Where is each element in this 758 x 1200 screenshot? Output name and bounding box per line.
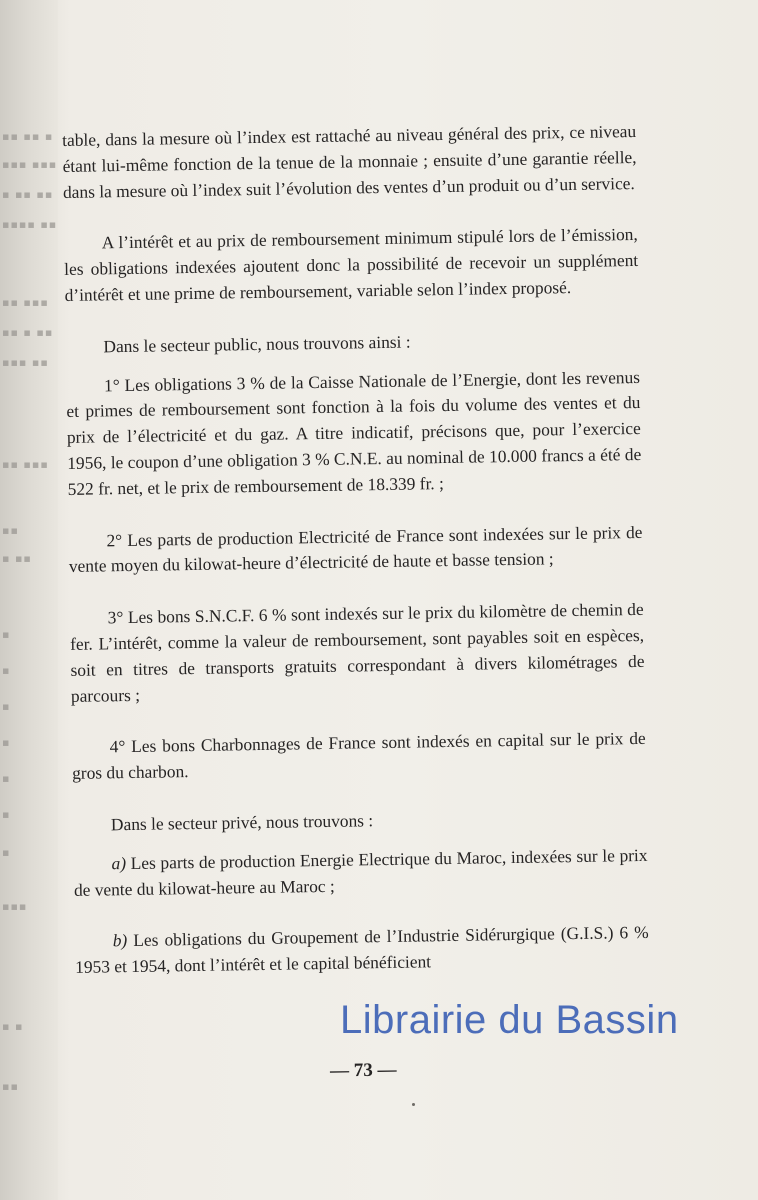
paragraph: 2° Les parts de production Electricité de France sont indexées sur le prix de vente moyen du kilowat-heure d’électricité de haute et basse tension ;: [68, 521, 643, 577]
bleed-through-mark: ▪▪▪ ▪▪: [2, 356, 49, 369]
bleed-through-mark: ▪▪ ▪▪ ▪: [2, 130, 54, 143]
list-marker-b: b): [112, 930, 128, 951]
bleed-through-mark: ▪▪▪: [2, 900, 28, 913]
page-number: — 73 —: [329, 1059, 397, 1082]
bleed-through-mark: ▪: [2, 846, 11, 859]
paper-speck: [412, 1103, 415, 1106]
bleed-through-mark: ▪: [2, 700, 11, 713]
bleed-through-mark: ▪ ▪▪: [2, 552, 32, 565]
paragraph: Dans le secteur privé, nous trouvons :: [110, 810, 374, 835]
paragraph: 3° Les bons S.N.C.F. 6 % sont indexés sur le prix du kilomètre de chemin de fer. L’intérêt, comme la valeur de remboursement, sont payables soit en espèces, soit en titres de transports gratuits correspondant à divers kilométrages de parcours ;: [69, 599, 645, 706]
paragraph-item-b: [75, 920, 650, 981]
paragraph: table, dans la mesure où l’index est rattaché au niveau général des prix, ce niveau étant lui-même fonction de la tenue de la monnaie ; ensuite d’une garantie réelle, dans la mesure où l’index suit l’évolution des ventes d’un produit ou d’un service.: [62, 120, 637, 202]
list-marker-a: a): [111, 852, 127, 874]
bleed-through-mark: ▪▪▪ ▪▪▪: [2, 158, 58, 171]
bleed-through-margin: [0, 0, 58, 1200]
bleed-through-mark: ▪▪▪▪ ▪▪: [2, 218, 58, 231]
paragraph: Dans le secteur public, nous trouvons ainsi :: [103, 331, 411, 357]
paragraph: 4° Les bons Charbonnages de France sont indexés en capital sur le prix de gros du charbon.: [71, 728, 646, 784]
paragraph: A l’intérêt et au prix de remboursement minimum stipulé lors de l’émission, les obligations indexées ajoutent donc la possibilité de recevoir un supplément d’intérêt et une prime de remboursement, variable selon l’index proposé.: [64, 224, 639, 305]
watermark: Librairie du Bassin: [340, 998, 679, 1042]
paragraph: 1° Les obligations 3 % de la Caisse Nationale de l’Energie, dont les revenus et primes de remboursement sont fonction à la fois du volume des ventes et du prix de l’électricité et du gaz. A titre indicatif, précisons que, pour l’exercice 1956, le coupon d’une obligation 3 % C.N.E. au nominal de 10.000 francs a été de 522 fr. net, et le prix de remboursement de 18.339 fr. ;: [66, 366, 642, 499]
bleed-through-mark: ▪ ▪: [2, 1020, 24, 1033]
bleed-through-mark: ▪: [2, 772, 11, 785]
paragraph-item-b-text: Les obligations du Groupement de l’Industrie Sidérurgique (G.I.S.) 6 % 1953 et 1954, dont l’intérêt et le capital bénéficient: [75, 922, 649, 978]
bleed-through-mark: ▪: [2, 628, 11, 641]
bleed-through-mark: ▪▪ ▪▪▪: [2, 296, 49, 309]
bleed-through-mark: ▪ ▪▪ ▪▪: [2, 188, 54, 201]
bleed-through-mark: ▪: [2, 664, 11, 677]
bleed-through-mark: ▪▪ ▪▪▪: [2, 458, 49, 471]
bleed-through-mark: ▪▪ ▪ ▪▪: [2, 326, 54, 339]
bleed-through-mark: ▪▪: [2, 1080, 19, 1093]
bleed-through-mark: ▪: [2, 736, 11, 749]
bleed-through-mark: ▪▪: [2, 524, 19, 537]
paragraph-item-a-text: Les parts de production Energie Electrique du Maroc, indexées sur le prix de vente du kilowat-heure au Maroc ;: [73, 844, 648, 900]
bleed-through-mark: ▪: [2, 808, 11, 821]
body-text: [62, 119, 650, 1007]
paragraph-item-a: [73, 843, 648, 904]
